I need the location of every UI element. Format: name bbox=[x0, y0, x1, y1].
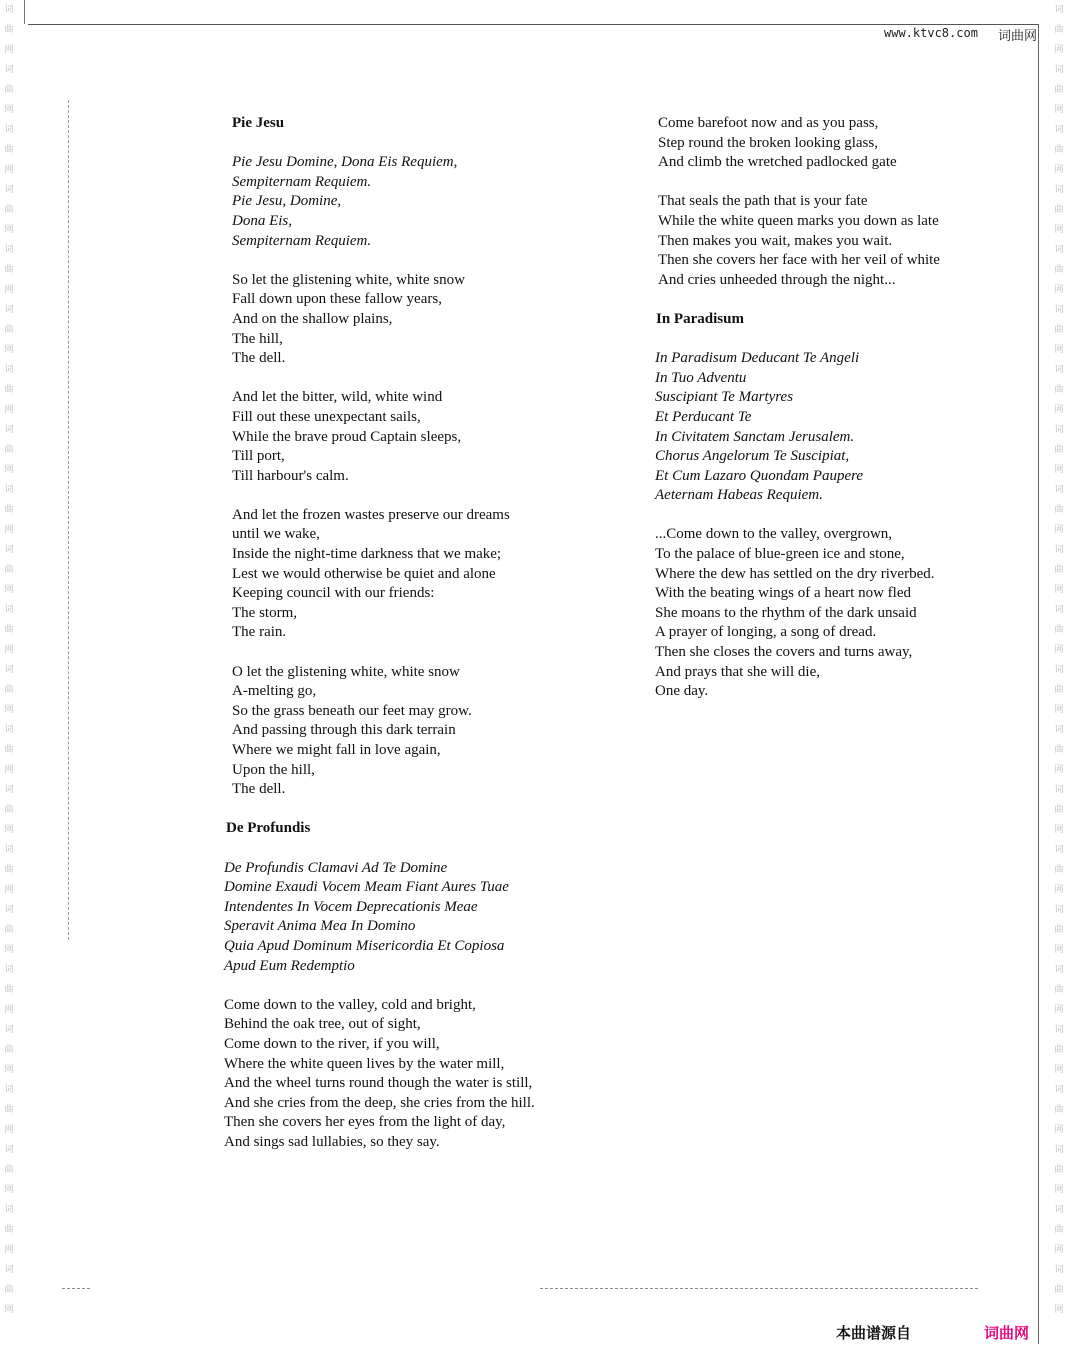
left-column bbox=[224, 114, 604, 1172]
watermark-strip-left: 词曲网词曲网词曲网词曲网词曲网词曲网词曲网词曲网词曲网词曲网词曲网词曲网词曲网词曲网词曲网词曲网词曲网词曲网词曲网词曲网词曲网词曲网 bbox=[4, 5, 14, 1315]
verse-line: Et Cum Lazaro Quondam Paupere bbox=[655, 467, 864, 484]
verse-line: Behind the oak tree, out of sight, bbox=[224, 1016, 421, 1033]
verse-line: Lest we would otherwise be quiet and alone bbox=[232, 565, 496, 582]
verse-line: Quia Apud Dominum Misericordia Et Copiosa bbox=[224, 937, 505, 954]
verse-line: Intendentes In Vocem Deprecationis Meae bbox=[224, 898, 478, 915]
verse-line: Keeping council with our friends: bbox=[232, 585, 435, 602]
de-profundis-stanza-1 bbox=[224, 996, 604, 1153]
continuation-stanza-2 bbox=[655, 192, 995, 290]
verse-line: Pie Jesu Domine, Dona Eis Requiem, bbox=[232, 154, 458, 171]
verse-line: One day. bbox=[655, 683, 709, 700]
verse-line: In Civitatem Sanctam Jerusalem. bbox=[655, 428, 855, 445]
verse-line: In Paradisum Deducant Te Angeli bbox=[655, 350, 860, 367]
continuation-stanza-1 bbox=[655, 114, 995, 173]
header-url[interactable]: www.ktvc8.com bbox=[884, 26, 978, 40]
verse-line: And sings sad lullabies, so they say. bbox=[224, 1133, 440, 1150]
verse-line: The rain. bbox=[232, 624, 287, 641]
verse-line: Upon the hill, bbox=[232, 761, 315, 778]
verse-line: The storm, bbox=[232, 604, 297, 621]
de-profundis-latin-stanza bbox=[224, 859, 604, 977]
verse-line: ...Come down to the valley, overgrown, bbox=[655, 526, 893, 543]
verse-line: Suscipiant Te Martyres bbox=[655, 389, 794, 406]
verse-line: Apud Eum Redemptio bbox=[224, 957, 355, 974]
verse-line: The dell. bbox=[232, 781, 286, 798]
verse-line: Where the dew has settled on the dry riverbed. bbox=[655, 565, 935, 582]
scan-margin-line bbox=[68, 100, 70, 940]
footer-rule-left bbox=[62, 1288, 90, 1290]
in-paradisum-latin-stanza bbox=[655, 349, 995, 506]
verse-line: Dona Eis, bbox=[232, 212, 292, 229]
pie-jesu-stanza-4 bbox=[224, 663, 604, 800]
verse-line: In Tuo Adventu bbox=[655, 369, 747, 386]
verse-line: Pie Jesu, Domine, bbox=[232, 193, 342, 210]
pie-jesu-stanza-1 bbox=[224, 271, 604, 369]
verse-line: Aeternam Habeas Requiem. bbox=[655, 487, 823, 504]
verse-line: Domine Exaudi Vocem Meam Fiant Aures Tuae bbox=[224, 879, 509, 896]
section-title-pie-jesu: Pie Jesu bbox=[232, 115, 285, 131]
verse-line: Fill out these unexpectant sails, bbox=[232, 408, 421, 425]
page-border-left bbox=[24, 0, 25, 24]
verse-line: And cries unheeded through the night... bbox=[658, 271, 896, 288]
verse-line: She moans to the rhythm of the dark unsaid bbox=[655, 604, 917, 621]
verse-line: And the wheel turns round though the water is still, bbox=[224, 1075, 533, 1092]
verse-line: And prays that she will die, bbox=[655, 663, 820, 680]
page-border-right bbox=[1038, 24, 1039, 1344]
verse-line: Come down to the valley, cold and bright, bbox=[224, 996, 476, 1013]
footer-source-label: 本曲谱源自 bbox=[836, 1324, 912, 1342]
verse-line: And let the frozen wastes preserve our dreams bbox=[232, 506, 510, 523]
verse-line: Come barefoot now and as you pass, bbox=[658, 115, 879, 131]
verse-line: O let the glistening white, white snow bbox=[232, 663, 460, 680]
watermark-strip-right: 词曲网词曲网词曲网词曲网词曲网词曲网词曲网词曲网词曲网词曲网词曲网词曲网词曲网词曲网词曲网词曲网词曲网词曲网词曲网词曲网词曲网词曲网 bbox=[1054, 5, 1064, 1315]
verse-line: And she cries from the deep, she cries from the hill. bbox=[224, 1094, 535, 1111]
section-title-de-profundis: De Profundis bbox=[226, 820, 311, 837]
verse-line: Sempiternam Requiem. bbox=[232, 232, 372, 249]
in-paradisum-stanza-1 bbox=[655, 525, 995, 701]
verse-line: So the grass beneath our feet may grow. bbox=[232, 702, 472, 719]
verse-line: While the brave proud Captain sleeps, bbox=[232, 428, 462, 445]
verse-line: Till harbour's calm. bbox=[232, 467, 349, 484]
verse-line: And climb the wretched padlocked gate bbox=[658, 154, 897, 171]
verse-line: And let the bitter, wild, white wind bbox=[232, 389, 443, 406]
verse-line: Come down to the river, if you will, bbox=[224, 1035, 440, 1052]
verse-line: De Profundis Clamavi Ad Te Domine bbox=[224, 859, 448, 876]
footer-rule-right bbox=[540, 1288, 978, 1290]
section-title-in-paradisum: In Paradisum bbox=[656, 310, 744, 327]
verse-line: That seals the path that is your fate bbox=[658, 193, 868, 210]
verse-line: Then she covers her eyes from the light of day, bbox=[224, 1114, 506, 1131]
verse-line: Fall down upon these fallow years, bbox=[232, 291, 442, 308]
verse-line: Step round the broken looking glass, bbox=[658, 134, 878, 151]
header-site-name: 词曲网 bbox=[998, 29, 1038, 44]
verse-line: until we wake, bbox=[232, 526, 320, 543]
verse-line: So let the glistening white, white snow bbox=[232, 271, 465, 288]
right-column bbox=[655, 114, 995, 721]
verse-line: Et Perducant Te bbox=[655, 408, 752, 425]
verse-line: And on the shallow plains, bbox=[232, 310, 393, 327]
verse-line: The dell. bbox=[232, 350, 286, 367]
footer-brand-logo[interactable]: 词曲网 bbox=[984, 1324, 1030, 1342]
verse-line: The hill, bbox=[232, 330, 283, 347]
verse-line: A-melting go, bbox=[232, 683, 317, 700]
verse-line: Till port, bbox=[232, 448, 285, 465]
pie-jesu-stanza-2 bbox=[224, 388, 604, 486]
pie-jesu-stanza-3 bbox=[224, 506, 604, 643]
verse-line: Where we might fall in love again, bbox=[232, 742, 441, 758]
pie-jesu-latin-stanza bbox=[224, 153, 604, 251]
verse-line: Sempiternam Requiem. bbox=[232, 173, 372, 190]
verse-line: Then she closes the covers and turns away, bbox=[655, 644, 913, 661]
verse-line: A prayer of longing, a song of dread. bbox=[655, 624, 877, 641]
verse-line: With the beating wings of a heart now fled bbox=[655, 585, 911, 602]
verse-line: Speravit Anima Mea In Domino bbox=[224, 918, 416, 935]
page-border-top bbox=[28, 24, 1038, 25]
verse-line: While the white queen marks you down as late bbox=[658, 212, 939, 229]
verse-line: Inside the night-time darkness that we make; bbox=[232, 546, 502, 563]
verse-line: To the palace of blue-green ice and stone, bbox=[655, 546, 905, 563]
verse-line: Chorus Angelorum Te Suscipiat, bbox=[655, 448, 850, 465]
verse-line: And passing through this dark terrain bbox=[232, 722, 456, 739]
verse-line: Then makes you wait, makes you wait. bbox=[658, 232, 893, 249]
verse-line: Where the white queen lives by the water mill, bbox=[224, 1055, 505, 1072]
verse-line: Then she covers her face with her veil of white bbox=[658, 252, 940, 269]
